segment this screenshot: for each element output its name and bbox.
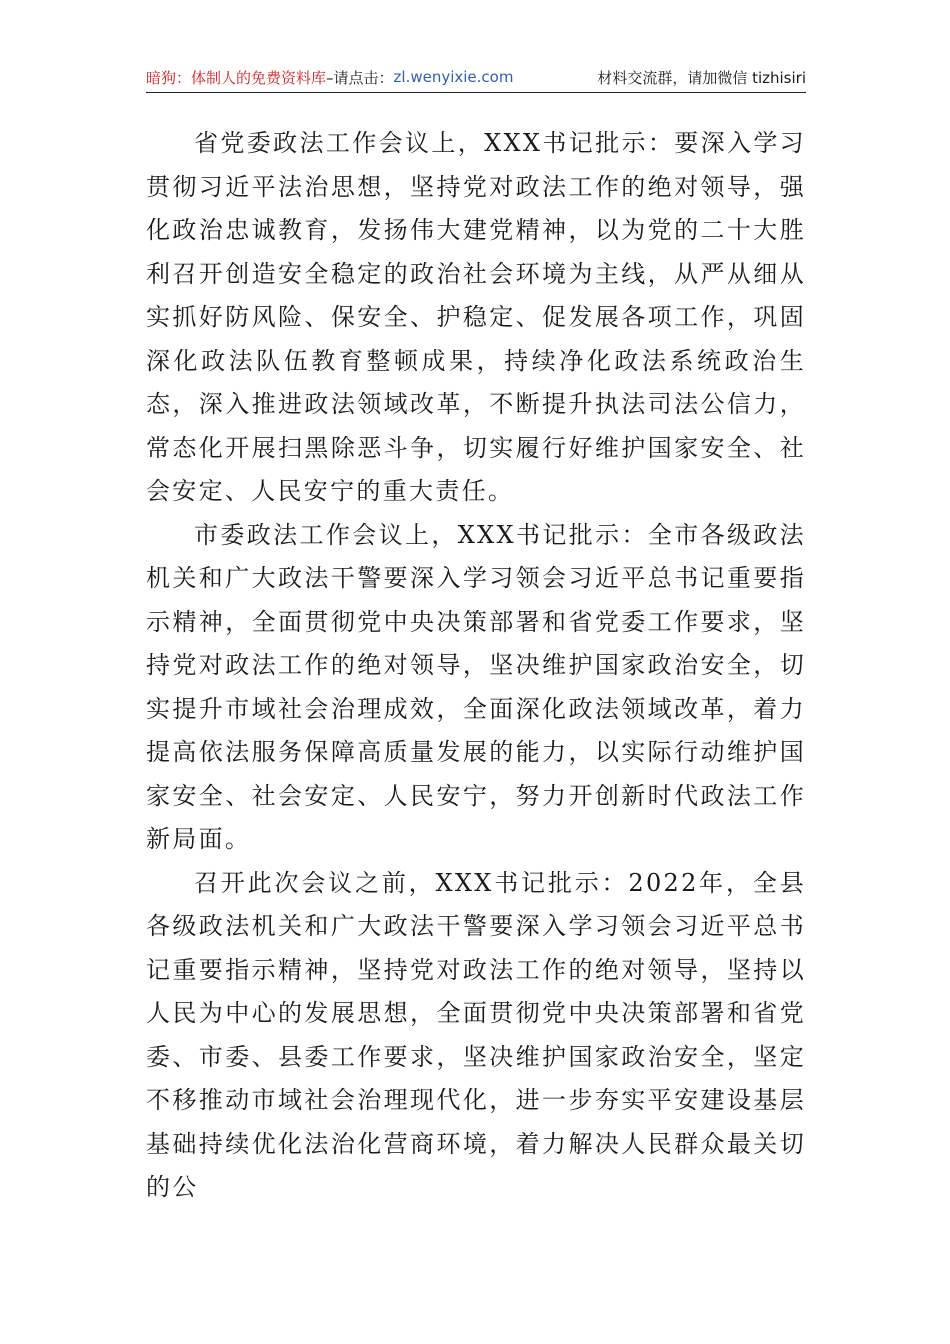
document-body	[146, 122, 806, 1210]
header-brand-link[interactable]: 暗狗：体制人的免费资料库	[146, 68, 327, 87]
paragraph-county: 召开此次会议之前，XXX书记批示：2022年，全县各级政法机关和广大政法干警要深入学习领会习近平总书记重要指示精神，坚持党对政法工作的绝对领导，坚持以人民为中心的发展思想，全面贯彻党中央决策部署和省党委、市委、县委工作要求，坚决维护国家政治安全，坚定不移推动市域社会治理现代化，进一步夯实平安建设基层基础持续优化法治化营商环境，着力解决人民群众最关切的公	[146, 868, 806, 1201]
header-prompt: –请点击：	[326, 68, 394, 87]
header-contact: 材料交流群，请加微信 tizhisiri	[597, 68, 806, 87]
header-left	[146, 67, 513, 88]
page-header	[146, 62, 806, 93]
paragraph-provincial: 省党委政法工作会议上，XXX书记批示：要深入学习贯彻习近平法治思想，坚持党对政法工作的绝对领导，强化政治忠诚教育，发扬伟大建党精神，以为党的二十大胜利召开创造安全稳定的政治社会环境为主线，从严从细从实抓好防风险、保安全、护稳定、促发展各项工作，巩固深化政法队伍教育整顿成果，持续净化政法系统政治生态，深入推进政法领域改革，不断提升执法司法公信力，常态化开展扫黑除恶斗争，切实履行好维护国家安全、社会安定、人民安宁的重大责任。	[146, 129, 806, 505]
header-url-link[interactable]: zl.wenyixie.com	[393, 68, 514, 86]
paragraph-municipal: 市委政法工作会议上，XXX书记批示：全市各级政法机关和广大政法干警要深入学习领会习近平总书记重要指示精神，全面贯彻党中央决策部署和省党委工作要求，坚持党对政法工作的绝对领导，坚决维护国家政治安全，切实提升市域社会治理成效，全面深化政法领域改革，着力提高依法服务保障高质量发展的能力，以实际行动维护国家安全、社会安定、人民安宁，努力开创新时代政法工作新局面。	[146, 520, 806, 853]
